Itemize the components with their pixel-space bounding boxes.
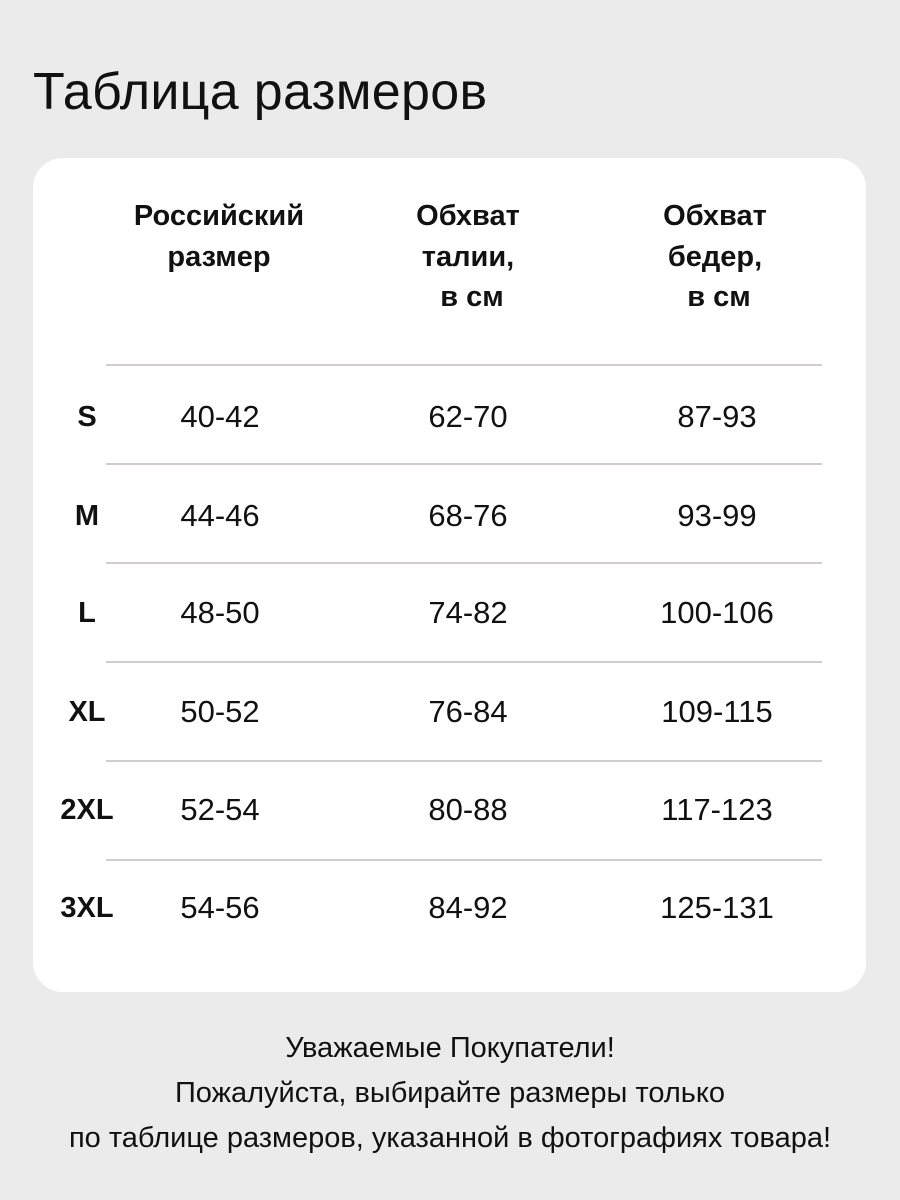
russian-size-value: 52-54	[180, 792, 260, 827]
size-label: 2XL	[60, 794, 114, 826]
hips-value: 117-123	[661, 792, 773, 827]
hips-value: 125-131	[660, 890, 774, 925]
size-label: 3XL	[60, 892, 114, 924]
russian-size-value: 40-42	[180, 399, 260, 434]
russian-size-value: 48-50	[180, 595, 260, 630]
waist-value: 76-84	[428, 694, 508, 729]
table-row	[33, 467, 866, 565]
header-hips: Обхват бедер, в см	[663, 200, 767, 313]
footer-greeting: Уважаемые Покупатели!	[285, 1032, 615, 1064]
header-russian-size: Российский размер	[133, 200, 305, 273]
waist-value: 74-82	[428, 595, 508, 630]
size-label: M	[74, 500, 100, 532]
row-divider	[106, 463, 822, 465]
footer-instruction: Пожалуйста, выбирайте размеры только	[174, 1077, 726, 1109]
waist-value: 68-76	[428, 498, 508, 533]
size-label: XL	[68, 696, 106, 728]
hips-value: 87-93	[677, 399, 757, 434]
table-row	[33, 663, 866, 761]
table-row	[33, 761, 866, 859]
russian-size-value: 54-56	[180, 890, 260, 925]
hips-value: 109-115	[661, 694, 773, 729]
waist-value: 62-70	[428, 399, 508, 434]
russian-size-value: 50-52	[180, 694, 260, 729]
size-label: S	[77, 401, 97, 433]
footer-instruction-continued: по таблице размеров, указанной в фотографиях товара!	[68, 1122, 832, 1154]
size-table-card	[33, 158, 866, 992]
waist-value: 80-88	[428, 792, 508, 827]
size-label: L	[78, 597, 96, 629]
page-title: Таблица размеров	[33, 63, 488, 121]
russian-size-value: 44-46	[180, 498, 260, 533]
footer-notice	[0, 1026, 900, 1161]
header-waist: Обхват талии, в см	[416, 200, 520, 313]
row-divider	[106, 364, 822, 366]
table-row	[33, 859, 866, 957]
hips-value: 100-106	[660, 595, 774, 630]
hips-value: 93-99	[677, 498, 757, 533]
table-row	[33, 368, 866, 466]
waist-value: 84-92	[428, 890, 508, 925]
table-row	[33, 564, 866, 662]
